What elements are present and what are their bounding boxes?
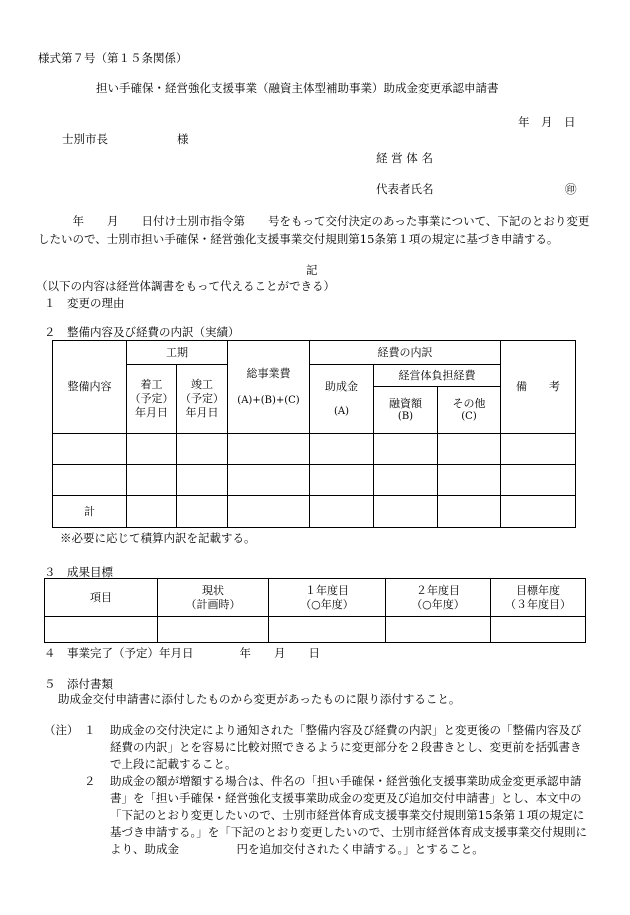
section-change-reason: １ 変更の理由 bbox=[44, 296, 125, 310]
attachments-text: 助成金交付申請書に添付したものから変更があったものに限り添付すること。 bbox=[58, 692, 461, 706]
representative-name-label: 代表者氏名 bbox=[376, 182, 434, 196]
header-biko: 備 考 bbox=[501, 341, 576, 434]
note2-text: 助成金の額が増額する場合は、件名の「担い手確保・経営強化支援事業助成金変更承認申請書」を「担い手確保・経営強化支援事業助成金の変更及び追加交付申請書」とし、本文中の「下記のとおり変更したいので、士別市経営体育成支援事業交付規則第15条第１項の規定に基づき申請する。」を「下記のとおり変更したいので、士別市経営体育成支援事業交付規則により、助成金 円を追加交付されたく申請する。」とすること。 bbox=[110, 774, 588, 856]
table-note: ※必要に応じて積算内訳を記載する。 bbox=[60, 531, 256, 545]
notes-label: （注） bbox=[44, 723, 79, 737]
goals-header-item: 項目 bbox=[45, 579, 158, 617]
note2-number: ２ bbox=[84, 774, 96, 788]
header-shunko: 竣工 （予定） 年月日 bbox=[177, 365, 228, 434]
document-title: 担い手確保・経営強化支援事業（融資主体型補助事業）助成金変更承認申請書 bbox=[96, 81, 499, 95]
year1-label: １年度目 bbox=[305, 583, 349, 597]
body-text: 年 月 日付け士別市指令第 号をもって交付決定のあった事業について、下記のとおり変更したいので、士別市担い手確保・経営強化支援事業交付規則第15条第１項の規定に基づき申請する。 bbox=[38, 214, 590, 246]
note1-text: 助成金の交付決定により通知された「整備内容及び経費の内訳」と変更後の「整備内容及び経費の内訳」とを容易に比較対照できるように変更部分を２段書きとし、変更前を括弧書きで上段に記載すること。 bbox=[110, 723, 582, 771]
yushi-b: (B) bbox=[397, 410, 414, 422]
header-josei bbox=[310, 365, 374, 434]
section-completion-date: ４ 事業完了（予定）年月日 年 月 日 bbox=[44, 646, 320, 660]
header-chakko: 着工 （予定） 年月日 bbox=[127, 365, 177, 434]
year2-sub: （○年度） bbox=[411, 597, 465, 611]
addressee: 士別市長 様 bbox=[62, 132, 189, 146]
form-number: 様式第７号（第１５条関係） bbox=[38, 51, 188, 65]
goals-header-year2 bbox=[386, 579, 491, 617]
note1-number: １ bbox=[84, 723, 96, 737]
header-yushi bbox=[374, 387, 438, 434]
sojigyohi-formula: (A)+(B)+(C) bbox=[237, 394, 300, 406]
header-sojigyohi bbox=[228, 341, 310, 434]
cost-breakdown-table bbox=[52, 340, 576, 528]
performance-goals-table bbox=[44, 578, 586, 643]
entity-name-label: 経 営 体 名 bbox=[376, 151, 433, 165]
target-label: 目標年度 bbox=[516, 583, 560, 597]
goals-header-year1 bbox=[269, 579, 386, 617]
section-attachments: ５ 添付書類 bbox=[44, 677, 113, 691]
table-row bbox=[45, 617, 586, 643]
header-seibi-naiyo: 整備内容 bbox=[53, 341, 127, 434]
header-keihi-uchiwake: 経費の内訳 bbox=[310, 341, 501, 365]
current-sub: （計画時） bbox=[185, 597, 241, 611]
substitution-note: （以下の内容は経営体調書をもって代えることができる） bbox=[36, 279, 335, 293]
yushi-label: 融資額 bbox=[389, 396, 422, 410]
year1-sub: （○年度） bbox=[300, 597, 354, 611]
current-label: 現状 bbox=[202, 583, 224, 597]
goals-header-current bbox=[158, 579, 269, 617]
table-row bbox=[53, 434, 576, 465]
section-cost-breakdown: ２ 整備内容及び経費の内訳（実績） bbox=[44, 325, 240, 339]
total-label: 計 bbox=[53, 496, 127, 528]
goals-header-target bbox=[491, 579, 586, 617]
year2-label: ２年度目 bbox=[416, 583, 460, 597]
section-performance-goals: ３ 成果目標 bbox=[44, 565, 113, 579]
sonota-label: その他 bbox=[452, 396, 486, 410]
header-sonota bbox=[438, 387, 501, 434]
seal-mark: ㊞ bbox=[565, 182, 577, 196]
header-koki: 工期 bbox=[127, 341, 228, 365]
sonota-c: (C) bbox=[461, 410, 477, 422]
target-sub: （３年度目） bbox=[505, 597, 571, 611]
sojigyohi-label: 総事業費 bbox=[246, 366, 291, 380]
ki-heading: 記 bbox=[306, 263, 318, 277]
application-date: 年 月 日 bbox=[518, 115, 576, 129]
table-row bbox=[53, 465, 576, 496]
josei-label: 助成金 bbox=[325, 379, 358, 393]
header-keieitai-futan: 経営体負担経費 bbox=[374, 365, 501, 387]
table-total-row bbox=[53, 496, 576, 528]
josei-a: (A) bbox=[333, 405, 350, 417]
